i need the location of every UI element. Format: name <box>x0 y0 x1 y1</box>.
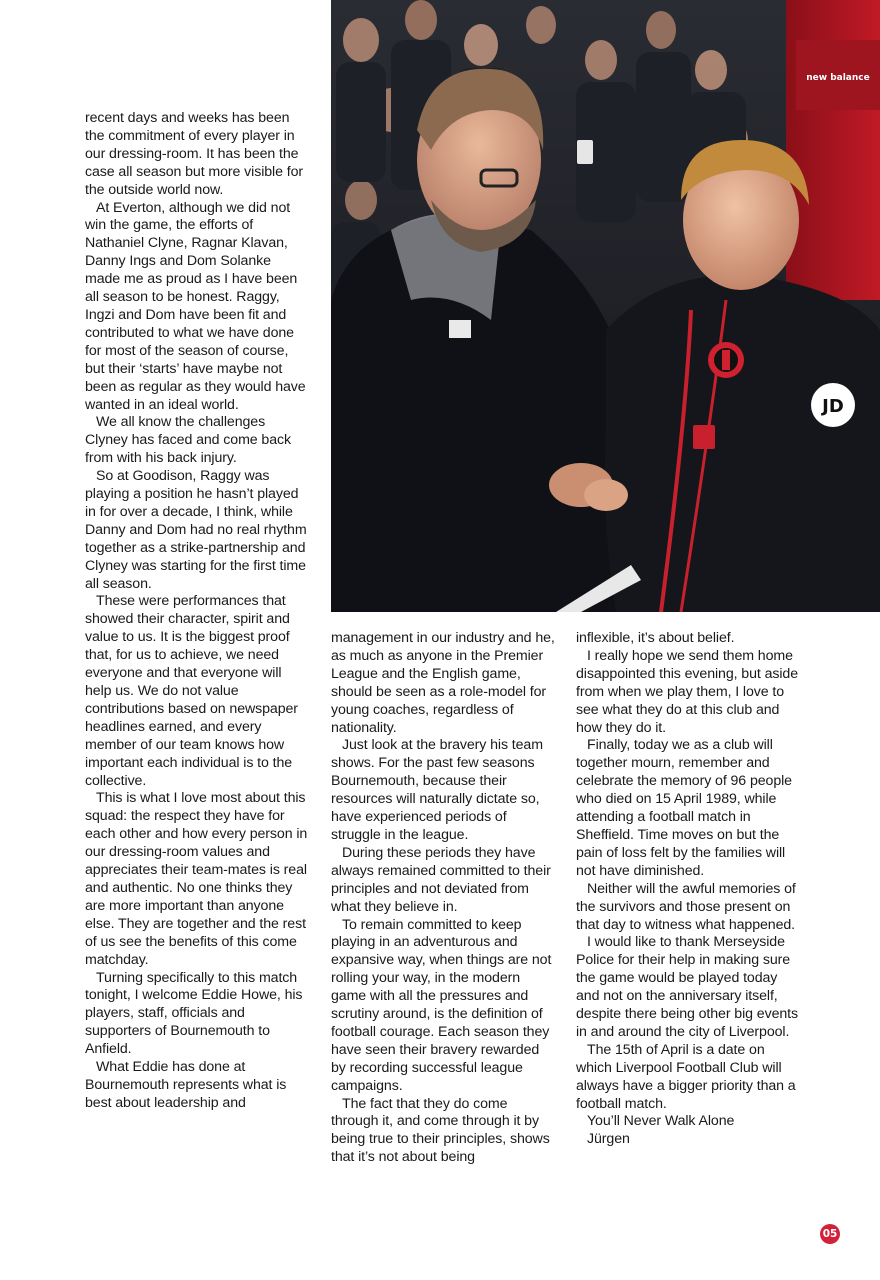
paragraph: The 15th of April is a date on which Liverpool Football Club will always have a bigger priority than a football match. <box>576 1041 796 1112</box>
paragraph: Neither will the awful memories of the survivors and those present on that day to witness what happened. <box>576 880 796 933</box>
paragraph: The fact that they do come through it, and come through it by being true to their principles, shows that it’s not about being <box>331 1095 550 1166</box>
managers-handshake-photo <box>331 0 880 612</box>
paragraph: recent days and weeks has been the commitment of every player in our dressing-room. It has been the case all season but more visible for the outside world now. <box>85 110 303 198</box>
paragraph: This is what I love most about this squad: the respect they have for each other and how every person in our dressing-room values and appreciates their team-mates is real and authentic. No one thinks they are more important than anyone else. They are together and the rest of us see the benefits of this come matchday. <box>85 790 308 968</box>
paragraph: During these periods they have always remained committed to their principles and not deviated from what they believe in. <box>331 844 551 915</box>
paragraph: Turning specifically to this match tonight, I welcome Eddie Howe, his players, staff, officials and supporters of Bournemouth to Anfield. <box>85 969 303 1058</box>
paragraph: We all know the challenges Clyney has faced and come back from with his back injury. <box>85 414 291 467</box>
hoarding-text: new balance <box>806 73 870 83</box>
paragraph: inflexible, it’s about belief. <box>576 630 735 646</box>
paragraph: To remain committed to keep playing in an adventurous and expansive way, when things are not rolling your way, in the modern game with all the pressures and scrutiny around, is the definition of football courage. Each season they have seen their bravery rewarded by recording successful league campaigns. <box>331 916 552 1094</box>
paragraph: I really hope we send them home disappointed this evening, but aside from when we play them, I love to see what they do at this club and how they do it. <box>576 647 798 736</box>
article-column-2 <box>331 630 555 1167</box>
paragraph: At Everton, although we did not win the game, the efforts of Nathaniel Clyne, Ragnar Klavan, Danny Ings and Dom Solanke made me as proud as I have been all season to be honest. Raggy, Ingzi and Dom have been fit and contributed to what we have done for most of the season of course, but their ‘starts’ have maybe not been as regular as they would have wanted in an ideal world. <box>85 199 306 413</box>
paragraph: I would like to thank Merseyside Police for their help in making sure the game would be played today and not on the anniversary itself, despite there being other big events in and around the city of Liverpool. <box>576 934 798 1040</box>
paragraph: Finally, today we as a club will together mourn, remember and celebrate the memory of 96 people who died on 15 April 1989, while attending a football match in Sheffield. Time moves on but the pain of loss felt by the families will not have diminished. <box>576 737 792 879</box>
paragraph: These were performances that showed their character, spirit and value to us. It is the biggest proof that, for us to achieve, we need everyone and that everyone will help us. We do not value contributions based on newspaper headlines earned, and every member of our team knows how important each individual is to the collective. <box>85 593 298 789</box>
paragraph: Just look at the bravery his team shows. For the past few seasons Bournemouth, because their resources will naturally dictate so, have experienced periods of struggle in the league. <box>331 737 543 843</box>
article-column-1 <box>85 110 309 1113</box>
paragraph: management in our industry and he, as much as anyone in the Premier League and the English game, should be seen as a role-model for young coaches, regardless of nationality. <box>331 630 555 736</box>
sponsor-text: JD <box>822 396 844 417</box>
paragraph: So at Goodison, Raggy was playing a position he hasn’t played in for over a decade, I think, while Danny and Dom had no real rhythm together as a strike-partnership and Clyney was starting for the first time all season. <box>85 468 307 592</box>
sign-off: You’ll Never Walk Alone <box>587 1113 735 1130</box>
page-number-badge: 05 <box>820 1224 840 1244</box>
paragraph: What Eddie has done at Bournemouth represents what is best about leadership and <box>85 1059 287 1111</box>
signature-name: Jürgen <box>587 1131 630 1148</box>
article-column-3 <box>576 630 802 1149</box>
